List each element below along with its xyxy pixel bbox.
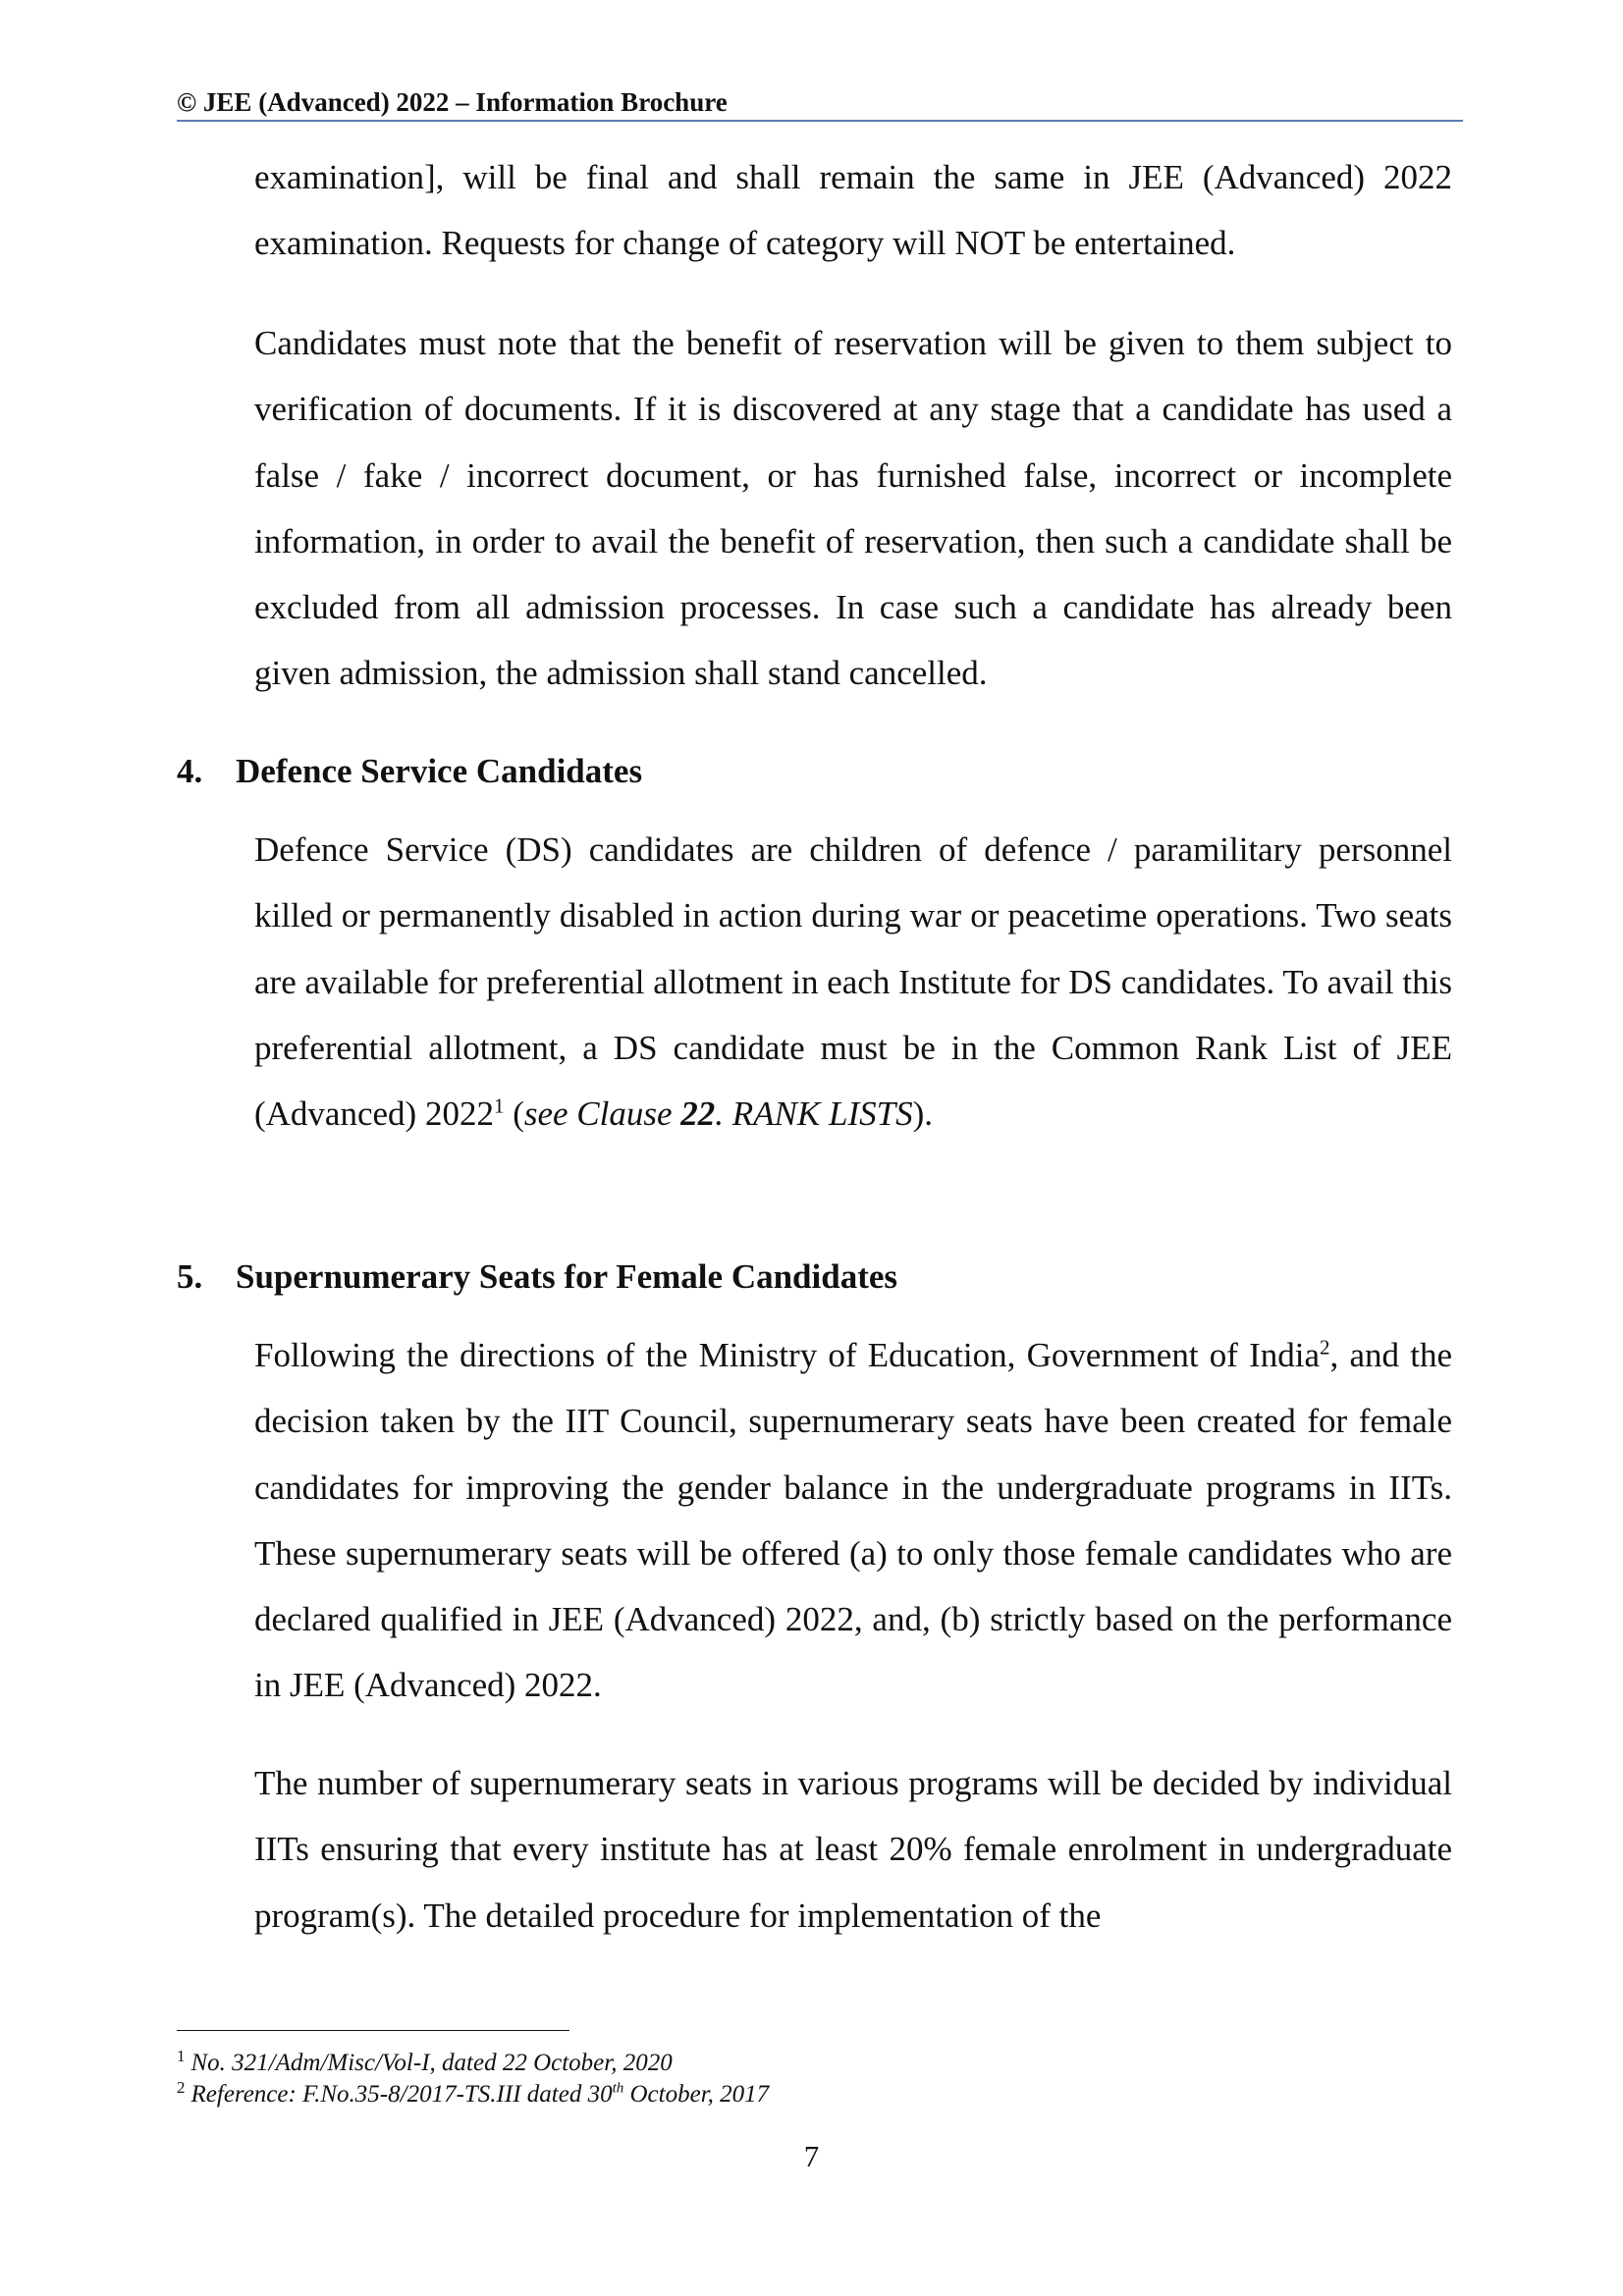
footnote-2-ordinal: th bbox=[612, 2080, 624, 2097]
section-5-heading bbox=[177, 1253, 897, 1302]
section-5-number: 5. bbox=[177, 1257, 203, 1296]
footnote-ref-2: 2 bbox=[1320, 1335, 1330, 1360]
ref-open: ( bbox=[504, 1095, 524, 1134]
footnote-2-text-b: October, 2017 bbox=[623, 2081, 770, 2108]
section-5-paragraph-1 bbox=[254, 1322, 1452, 1719]
section-4-title: Defence Service Candidates bbox=[236, 752, 643, 790]
continuation-paragraph-1: examination], will be final and shall remain the same in JEE (Advanced) 2022 examination. Requests for change of category will NOT be entertained. bbox=[254, 158, 1452, 263]
footnote-1-mark: 1 bbox=[177, 2046, 186, 2065]
section-5-text-b: , and the decision taken by the IIT Council, supernumerary seats have been created for female candidates for improving the gender balance in the undergraduate programs in IITs. These supernumerary seats will be offered (a) to only those female candidates who are declared qualified in JEE (Advanced) 2022, and, (b) strictly based on the performance in JEE (Advanced) 2022. bbox=[254, 1336, 1452, 1705]
section-5-text-a: Following the directions of the Ministry of Education, Government of India bbox=[254, 1336, 1321, 1374]
header-rule bbox=[177, 120, 1463, 122]
footnote-rule bbox=[177, 2030, 569, 2031]
footnote-2 bbox=[177, 2079, 769, 2110]
continuation-paragraph-2: Candidates must note that the benefit of reservation will be given to them subject to verification of documents. If it is discovered at any stage that a candidate has used a false / fake / incorrect document, or has furnished false, incorrect or incomplete information, in order to avail the benefit of reservation, then such a candidate shall be excluded from all admission processes. In case such a candidate has already been given admission, the admission shall stand cancelled. bbox=[254, 324, 1452, 693]
footnote-2-mark: 2 bbox=[177, 2077, 186, 2097]
section-5-paragraph-2: The number of supernumerary seats in various programs will be decided by individual IITs ensuring that every institute has at least 20% female enrolment in undergraduate program(s). The detailed procedure for implementation of the bbox=[254, 1764, 1452, 1935]
footnote-1-text: No. 321/Adm/Misc/Vol-I, dated 22 October, 2020 bbox=[190, 2050, 673, 2076]
section-4-text: Defence Service (DS) candidates are children of defence / paramilitary personnel killed or permanently disabled in action during war or peacetime operations. Two seats are available for preferential allotment in each Institute for DS candidates. To avail this preferential allotment, a DS candidate must be in the Common Rank List of JEE (Advanced) 2022 bbox=[254, 830, 1452, 1134]
ref-rest: . RANK LISTS bbox=[715, 1095, 913, 1134]
section-4-paragraph bbox=[254, 817, 1452, 1147]
ref-clause-number: 22 bbox=[680, 1095, 716, 1134]
footnote-ref-1: 1 bbox=[493, 1094, 505, 1118]
page-number: 7 bbox=[803, 2139, 820, 2173]
running-header: © JEE (Advanced) 2022 – Information Brochure bbox=[177, 87, 728, 117]
footnote-1 bbox=[177, 2048, 673, 2079]
ref-see: see Clause bbox=[523, 1095, 681, 1134]
section-4-number: 4. bbox=[177, 752, 203, 790]
section-5-title: Supernumerary Seats for Female Candidates bbox=[236, 1257, 898, 1296]
section-4-heading bbox=[177, 747, 642, 796]
footnote-2-text-a: Reference: F.No.35-8/2017-TS.III dated 30 bbox=[190, 2081, 613, 2108]
ref-close: ). bbox=[912, 1095, 933, 1134]
